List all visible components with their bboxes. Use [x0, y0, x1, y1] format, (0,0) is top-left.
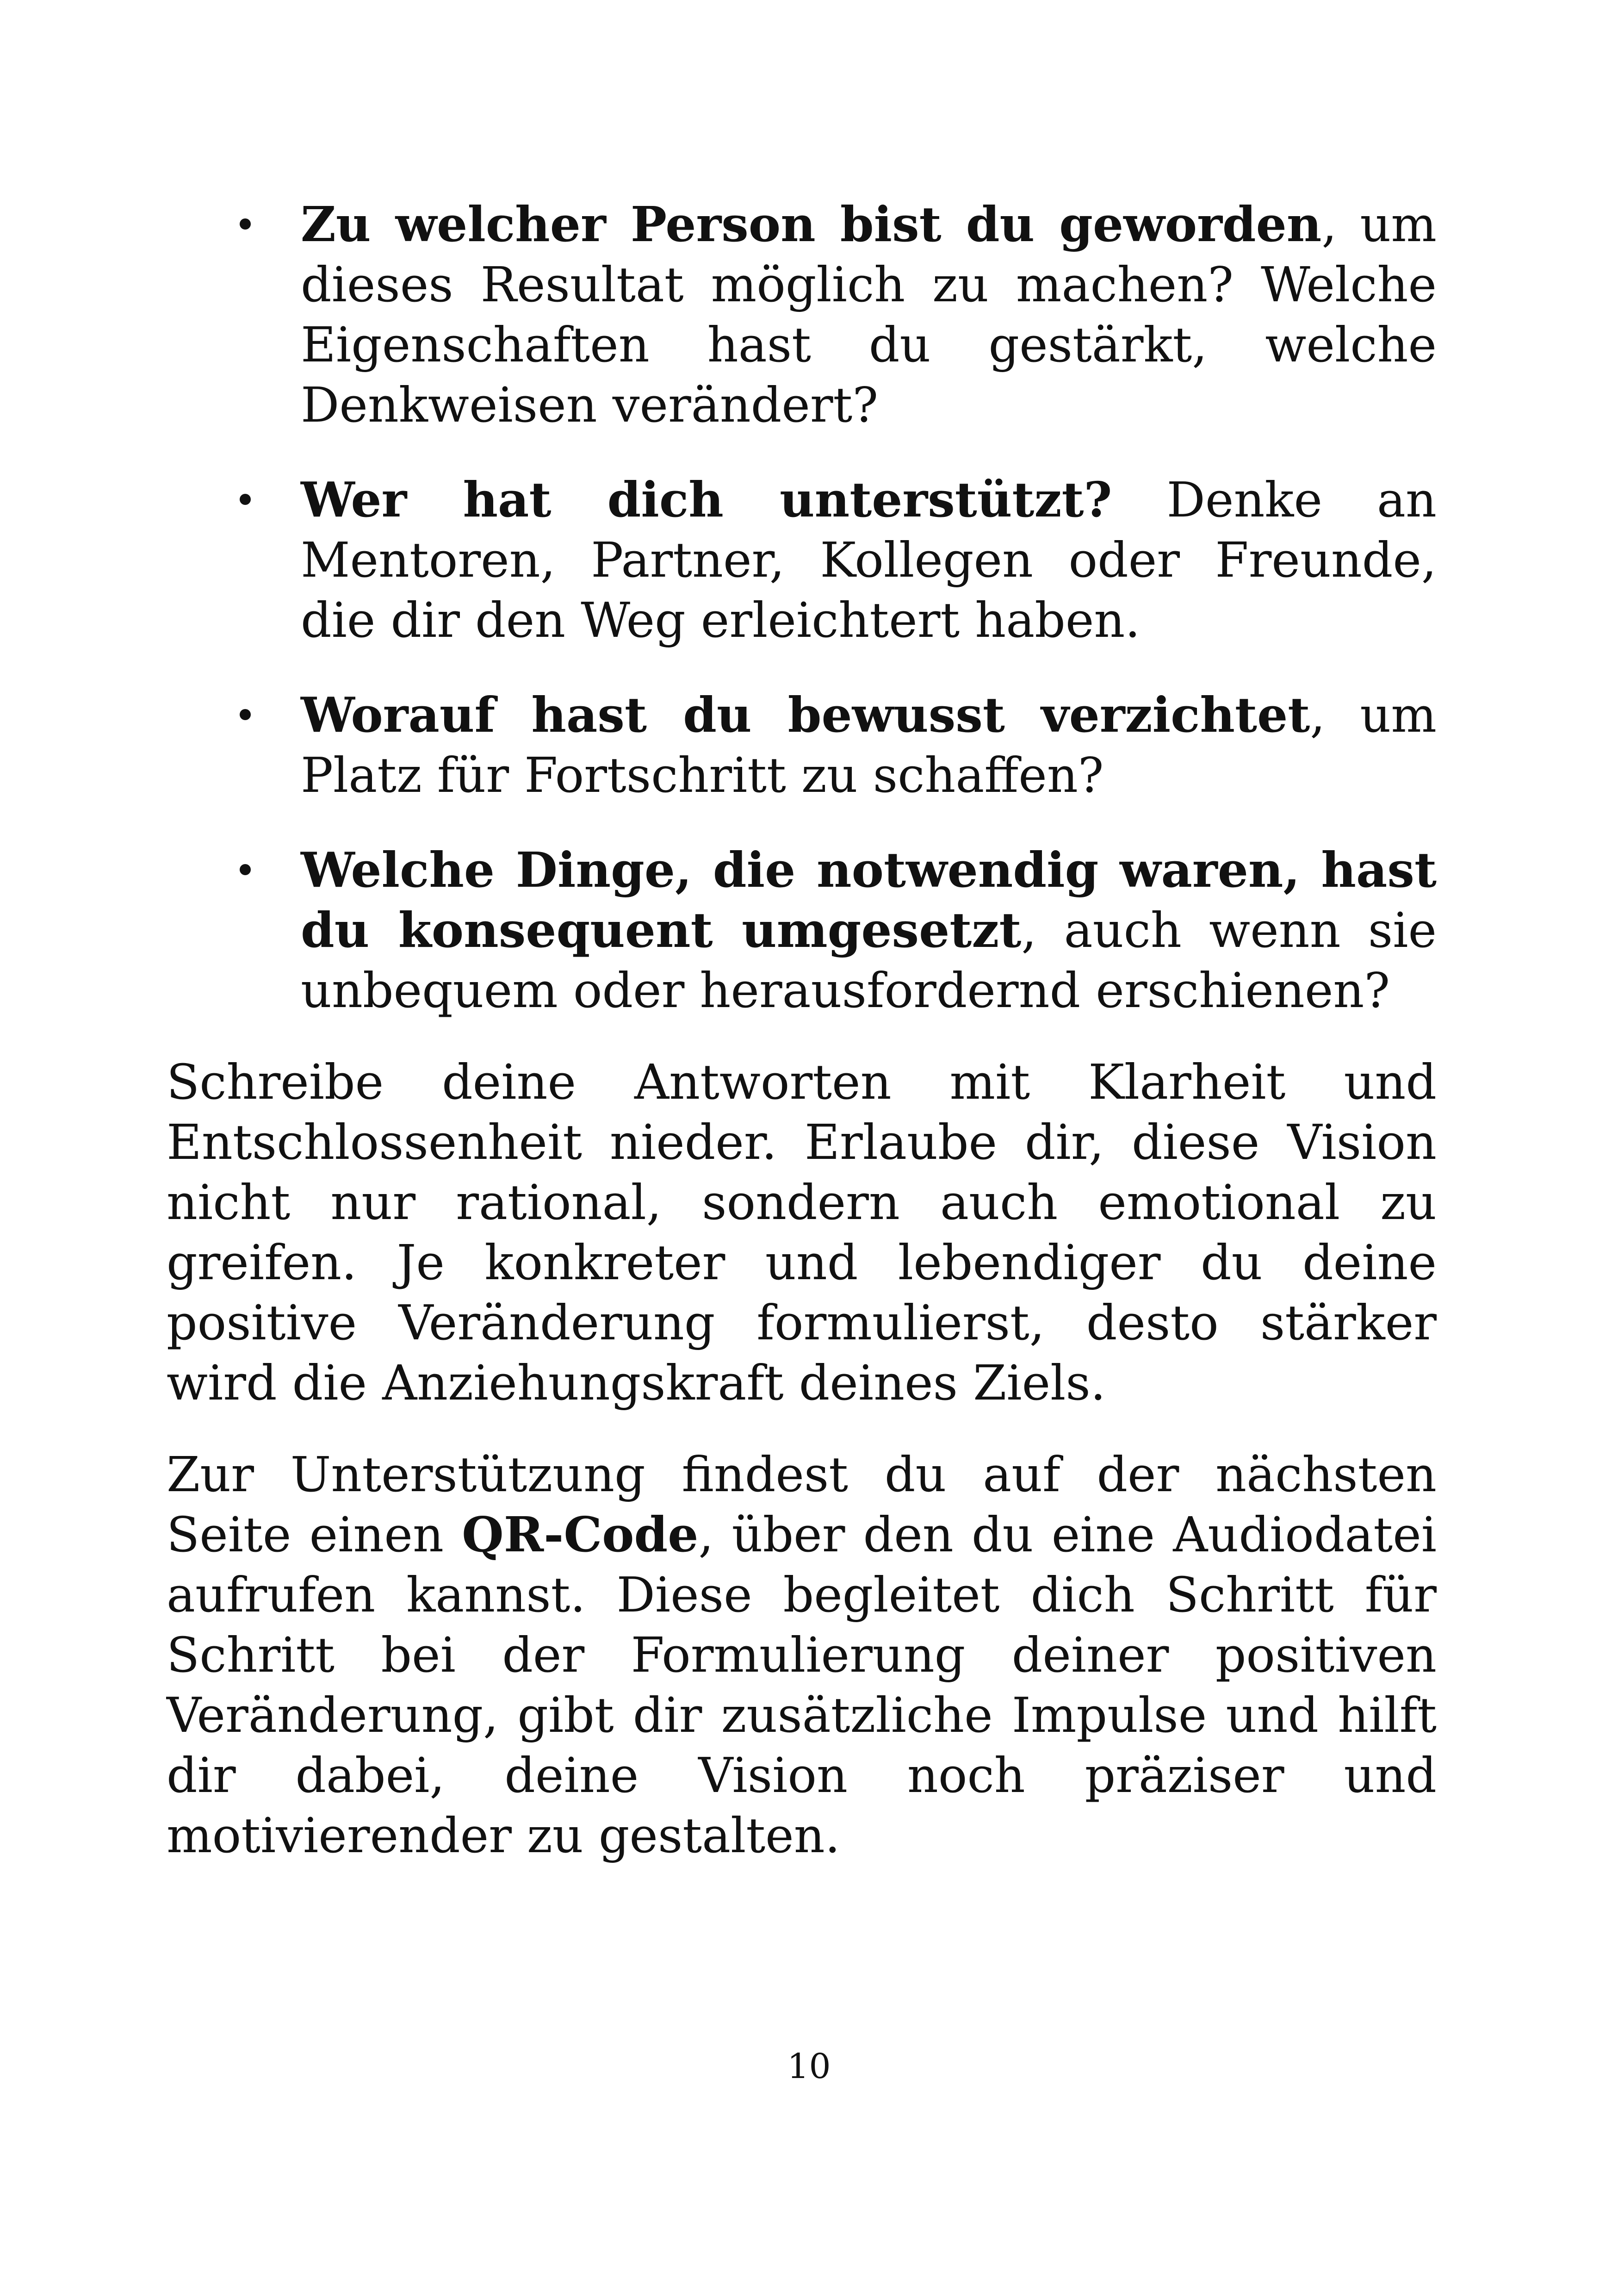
question-bold-text: Zu welcher Person bist du geworden	[301, 196, 1322, 253]
question-item	[167, 194, 1437, 435]
question-item	[167, 470, 1437, 650]
question-item	[167, 685, 1437, 805]
bullet-icon	[240, 864, 251, 875]
qr-code-bold-text: QR-Code	[462, 1506, 699, 1563]
question-text: , um Platz für Fortschritt zu schaffen?	[301, 687, 1437, 803]
question-item	[167, 840, 1437, 1020]
bullet-icon	[240, 218, 251, 230]
page-content	[167, 194, 1437, 1866]
question-text: Denke an Mentoren, Partner, Kollegen oder Freunde, die dir den Weg erleichtert haben.	[301, 472, 1437, 648]
page-number: 10	[787, 2047, 831, 2086]
bullet-icon	[240, 494, 251, 505]
qr-code-paragraph	[167, 1444, 1437, 1866]
question-text: , auch wenn sie unbequem oder herausfordernd erschienen?	[301, 902, 1437, 1019]
instruction-paragraph: Schreibe deine Antworten mit Klarheit und Entschlossenheit nieder. Erlaube dir, diese Vision nicht nur rational, sondern auch emotional zu greifen. Je konkreter und lebendiger du deine positive Veränderung formulierst, desto stärker wird die Anziehungskraft deines Ziels.	[167, 1054, 1437, 1411]
question-bold-text: Wer hat dich unterstützt?	[301, 471, 1112, 528]
bullet-icon	[240, 709, 251, 720]
question-bold-text: Worauf hast du bewusst verzichtet	[301, 686, 1310, 743]
qr-paragraph-text-start: Zur Unterstützung findest du auf der nächsten Seite einen	[167, 1446, 1437, 1563]
question-list	[167, 194, 1437, 1020]
question-text: , um dieses Resultat möglich zu machen? Welche Eigenschaften hast du gestärkt, welche Denkweisen verändert?	[301, 196, 1437, 433]
question-bold-text: Welche Dinge, die notwendig waren, hast du konsequent umgesetzt	[301, 841, 1437, 958]
qr-paragraph-text-end: , über den du eine Audiodatei aufrufen kannst. Diese begleitet dich Schritt für Schritt bei der Formulierung deiner positiven Veränderung, gibt dir zusätzliche Impulse und hilft dir dabei, deine Vision noch präziser und motivierender zu gestalten.	[167, 1506, 1437, 1864]
